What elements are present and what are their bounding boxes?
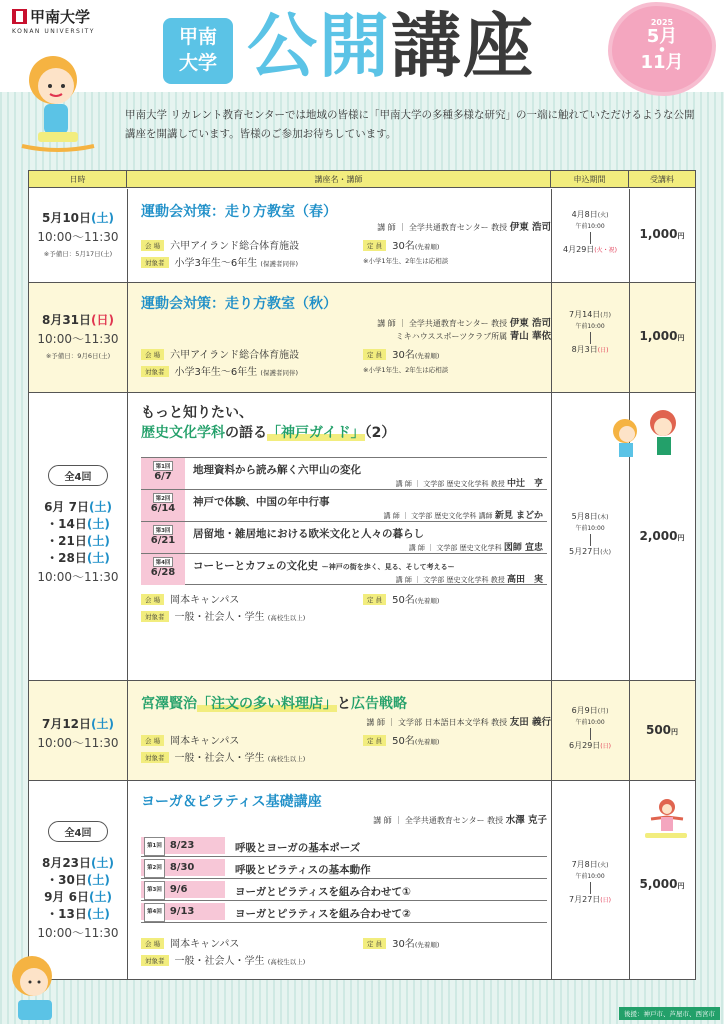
course-row bbox=[29, 781, 695, 979]
course-fee: 1,000円 bbox=[639, 227, 685, 241]
course-date: 7月12日(土) 10:00～11:30 bbox=[37, 717, 119, 750]
th-date: 日時 bbox=[29, 171, 127, 188]
page-title bbox=[247, 6, 535, 86]
course-table bbox=[28, 170, 696, 980]
course-row bbox=[29, 189, 695, 283]
apply-period: 7月8日(火) 午前10:00 7月27日(日) bbox=[569, 860, 611, 904]
logo-mark-icon bbox=[12, 9, 27, 24]
children-illustration-icon bbox=[605, 401, 685, 461]
period-badge bbox=[612, 6, 712, 92]
list-item[interactable]: 第4回 9/13 ヨーガとピラティスを組み合わせて② bbox=[141, 901, 547, 923]
apply-period: 6月9日(月) 午前10:00 6月29日(日) bbox=[569, 706, 611, 750]
course-fee: 1,000円 bbox=[639, 329, 685, 343]
title-part-1: 公開 bbox=[247, 5, 391, 87]
course-title[interactable]: 運動会対策：走り方教室（秋） bbox=[141, 296, 337, 312]
list-item[interactable]: 第2回 8/30 呼吸とピラティスの基本動作 bbox=[141, 857, 547, 879]
list-item[interactable]: 第3回 6/21 居留地・雑居地における欧米文化と人々の暮らし 講 師 ｜ 文学部 歴史文化学科 図師 宣忠 bbox=[141, 521, 547, 553]
course-row bbox=[29, 681, 695, 781]
intro-text: 甲南大学 リカレント教育センターでは地域の皆様に「甲南大学の多種多様な研究」の一端に触れていただけるような公開講座を開講しています。皆様のご参加お待ちしています。 bbox=[125, 109, 695, 140]
period-year: 2025 bbox=[650, 18, 674, 27]
girl-illustration-icon bbox=[8, 50, 108, 160]
course-title[interactable]: ヨーガ＆ピラティス基礎講座 bbox=[141, 794, 322, 810]
th-lecture: 講座名・講師 bbox=[127, 171, 551, 188]
page-header bbox=[0, 0, 724, 92]
course-detail: もっと知りたい、 歴史文化学科の語る「神戸ガイド」（2） 第1回 6/7 地理資料から読み解く六甲山の変化 講 師 ｜ 文学部 歴史文化学科 教授 中辻 亨 第2回 6/14 神戸で体験、中国の年中行事 講 師 ｜ 文学部 歴史文化学科 講師 新見 まどか 第3回 6/21 居留地・雑居地における欧米文化と人々の暮らし 講 師 ｜ 文学部 歴史文化学科 図師 宣忠 第4回 6/28 コーヒーとカフェの文化史 ー神戸の街を歩く、見る、そして考えるー 講 師 ｜ 文学部 歴史文化学科 教授 高田 実 会 場 岡本キャンパス 定 員 50名(先着順) 対象者 一般・社会人・学生 (高校生以上) bbox=[141, 403, 547, 622]
course-row bbox=[29, 283, 695, 393]
course-detail: 運動会対策：走り方教室（春） 講 師 ｜ 全学共通教育センター 教授 伊東 浩司 会 場 六甲アイランド総合体育施設 定 員 30名(先着順) 対象者 小学3年生～6年生 (保護者同伴) ※小学1年生、2年生は応相談 bbox=[141, 201, 551, 268]
yoga-girl-illustration-icon bbox=[641, 795, 691, 843]
course-date: 全4回 6月 7日(土) ・14日(土) ・21日(土) ・28日(土) 10:00～11:30 bbox=[29, 465, 127, 585]
konan-badge bbox=[163, 18, 233, 84]
session-count-badge: 全4回 bbox=[48, 465, 109, 486]
course-title[interactable]: もっと知りたい、 bbox=[141, 405, 253, 421]
course-title[interactable]: 運動会対策：走り方教室（春） bbox=[141, 204, 337, 220]
apply-period: 5月8日(木) 午前10:00 5月27日(火) bbox=[569, 512, 611, 556]
logo-text: 甲南大学 bbox=[30, 8, 91, 26]
course-fee: 5,000円 bbox=[639, 877, 685, 891]
list-item[interactable]: 第3回 9/6 ヨーガとピラティスを組み合わせて① bbox=[141, 879, 547, 901]
th-fee: 受講料 bbox=[650, 175, 674, 184]
apply-period: 4月8日(火) 午前10:00 4月29日(火・祝) bbox=[563, 210, 617, 254]
logo-subtext: KONAN UNIVERSITY bbox=[12, 28, 95, 35]
course-detail: ヨーガ＆ピラティス基礎講座 講 師 ｜ 全学共通教育センター 教授 水澤 克子 第1回 8/23 呼吸とヨーガの基本ポーズ 第2回 8/30 呼吸とピラティスの基本動作 第3回 9/6 ヨーガとピラティスを組み合わせて① 第4回 9/13 ヨーガとピラティスを組み合わせて② 会 場 岡本キャンパス 定 員 30名(先着順) 対象者 一般・社会人・学生 (高校生以上) bbox=[141, 791, 547, 966]
session-list bbox=[141, 835, 547, 923]
course-row bbox=[29, 393, 695, 681]
course-detail: 運動会対策：走り方教室（秋） 講 師 ｜ 全学共通教育センター 教授 伊東 浩司 ミキハウススポーツクラブ所属 青山 華依 会 場 六甲アイランド総合体育施設 定 員 30名(先着順) 対象者 小学3年生～6年生 (保護者同伴) ※小学1年生、2年生は応相談 bbox=[141, 293, 551, 377]
course-title[interactable]: 宮澤賢治「注文の多い料理店」と広告戦略 bbox=[141, 696, 407, 712]
course-date: 5月10日(土) 10:00～11:30 ※予備日：5月17日(土) bbox=[37, 211, 119, 258]
session-list bbox=[141, 457, 547, 585]
list-item[interactable]: 第4回 6/28 コーヒーとカフェの文化史 ー神戸の街を歩く、見る、そして考えるー 講 師 ｜ 文学部 歴史文化学科 教授 高田 実 bbox=[141, 553, 547, 585]
session-count-badge: 全4回 bbox=[48, 821, 109, 842]
period-end: 11月 bbox=[640, 52, 684, 73]
course-fee: 500円 bbox=[645, 723, 679, 737]
th-apply: 申込期間 bbox=[551, 171, 629, 188]
sponsor-note: 後援：神戸市、芦屋市、西宮市 bbox=[619, 1007, 720, 1020]
course-detail: 宮澤賢治「注文の多い料理店」と広告戦略 講 師 ｜ 文学部 日本語日本文学科 教授 友田 義行 会 場 岡本キャンパス 定 員 50名(先着順) 対象者 一般・社会人・学生 (高校生以上) bbox=[141, 693, 551, 763]
list-item[interactable]: 第1回 8/23 呼吸とヨーガの基本ポーズ bbox=[141, 835, 547, 857]
list-item[interactable]: 第1回 6/7 地理資料から読み解く六甲山の変化 講 師 ｜ 文学部 歴史文化学科 教授 中辻 亨 bbox=[141, 457, 547, 489]
reading-girl-illustration-icon bbox=[4, 952, 66, 1022]
course-fee: 2,000円 bbox=[639, 529, 685, 543]
period-start: 5月 bbox=[646, 26, 678, 47]
apply-period: 7月14日(月) 午前10:00 8月3日(日) bbox=[569, 310, 611, 354]
course-date: 8月31日(日) 10:00～11:30 ※予備日：9月6日(土) bbox=[37, 313, 119, 360]
title-part-2: 講座 bbox=[391, 5, 535, 87]
period-dot-icon: ● bbox=[659, 46, 665, 53]
badge-line-2: 大学 bbox=[178, 52, 217, 74]
course-date: 全4回 8月23日(土) ・30日(土) 9月 6日(土) ・13日(土) 10:00～11:30 bbox=[29, 821, 127, 941]
university-logo[interactable] bbox=[12, 6, 95, 35]
course-instructor: 講 師 ｜ 全学共通教育センター 教授 伊東 浩司 bbox=[377, 222, 551, 233]
badge-line-1: 甲南 bbox=[178, 26, 217, 48]
table-header bbox=[29, 171, 695, 188]
list-item[interactable]: 第2回 6/14 神戸で体験、中国の年中行事 講 師 ｜ 文学部 歴史文化学科 講師 新見 まどか bbox=[141, 489, 547, 521]
